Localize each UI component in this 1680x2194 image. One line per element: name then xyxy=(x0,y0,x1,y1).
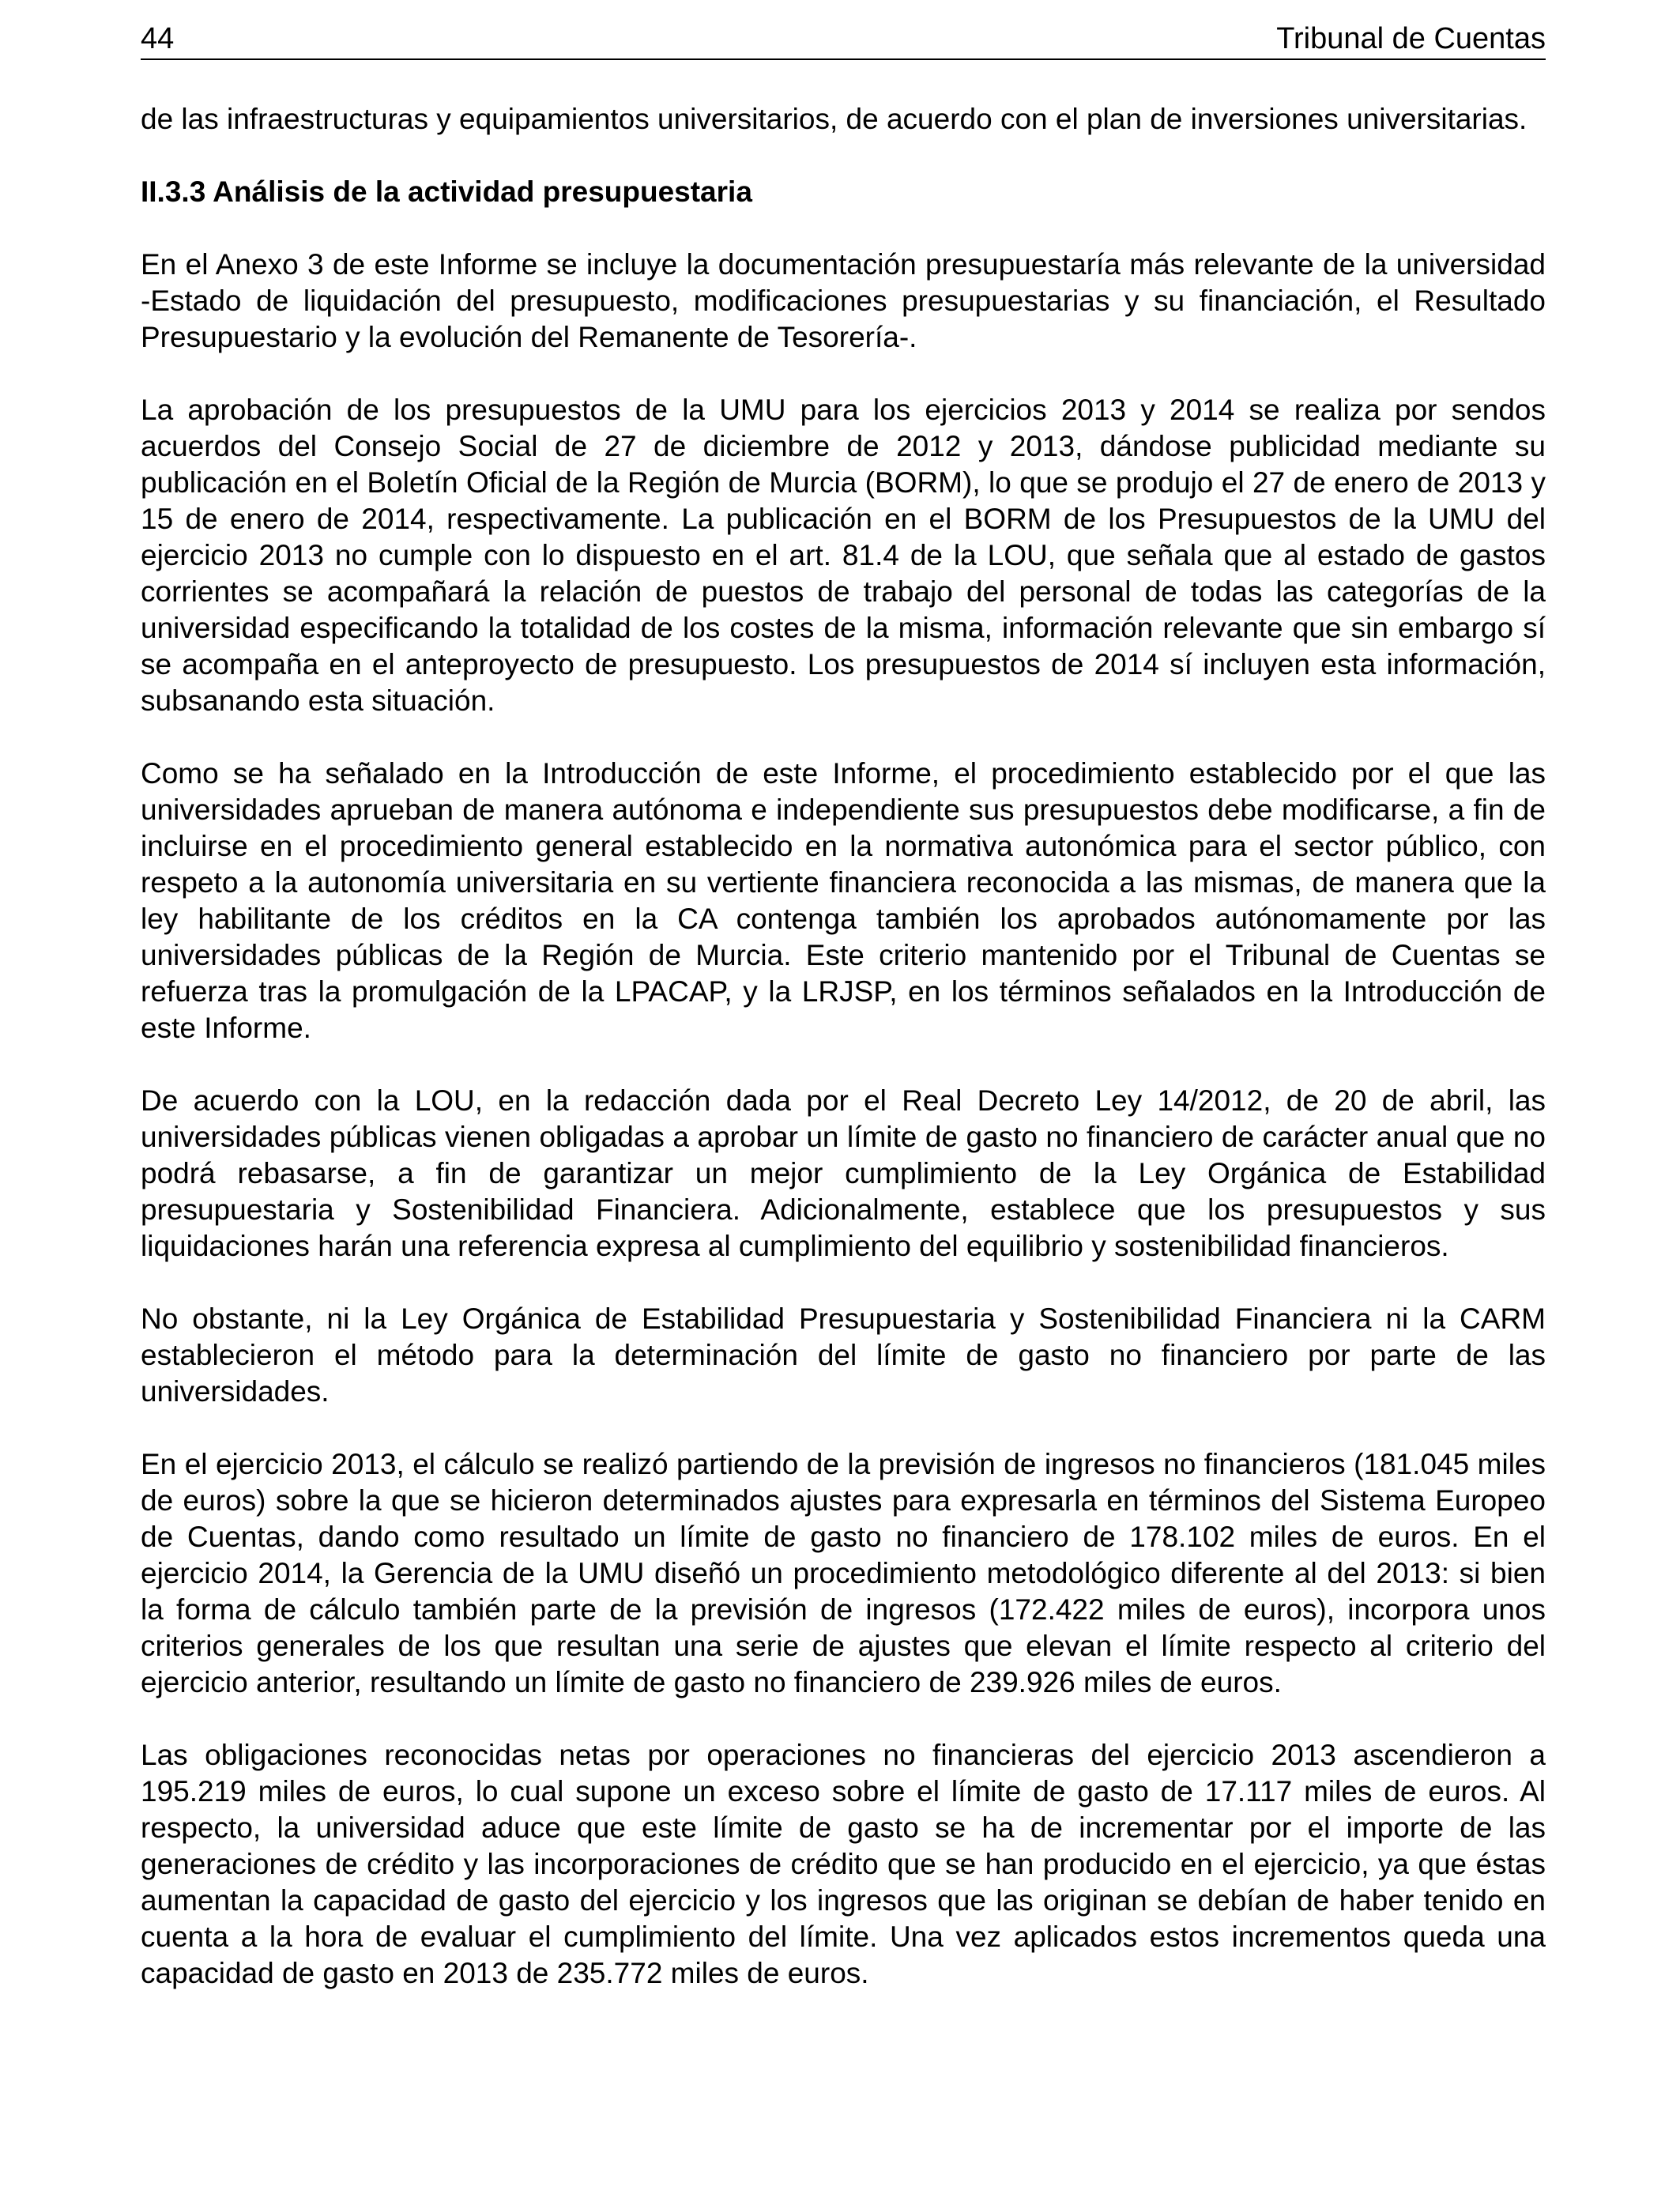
paragraph: No obstante, ni la Ley Orgánica de Estabilidad Presupuestaria y Sostenibilidad Financiera ni la CARM establecieron el método para la determinación del límite de gasto no financiero por parte de las universidades. xyxy=(141,1302,1546,1408)
header-title: Tribunal de Cuentas xyxy=(1276,22,1546,55)
section-heading: II.3.3 Análisis de la actividad presupuestaria xyxy=(141,175,752,208)
paragraph: Como se ha señalado en la Introducción de este Informe, el procedimiento establecido por el que las universidades aprueban de manera autónoma e independiente sus presupuestos debe modificarse, a fin de incluirse en el procedimiento general establecido en la normativa autonómica para el sector público, con respeto a la autonomía universitaria en su vertiente financiera reconocida a las mismas, de manera que la ley habilitante de los créditos en la CA contenga también los aprobados autónomamente por las universidades públicas de la Región de Murcia. Este criterio mantenido por el Tribunal de Cuentas se refuerza tras la promulgación de la LPACAP, y la LRJSP, en los términos señalados en la Introducción de este Informe. xyxy=(141,757,1546,1044)
paragraph: En el ejercicio 2013, el cálculo se realizó partiendo de la previsión de ingresos no financieros (181.045 miles de euros) sobre la que se hicieron determinados ajustes para expresarla en términos del Sistema Europeo de Cuentas, dando como resultado un límite de gasto no financiero de 178.102 miles de euros. En el ejercicio 2014, la Gerencia de la UMU diseñó un procedimiento metodológico diferente al del 2013: si bien la forma de cálculo también parte de la previsión de ingresos (172.422 miles de euros), incorpora unos criterios generales de los que resultan una serie de ajustes que elevan el límite respecto al criterio del ejercicio anterior, resultando un límite de gasto no financiero de 239.926 miles de euros. xyxy=(141,1448,1546,1698)
paragraph: En el Anexo 3 de este Informe se incluye la documentación presupuestaría más relevante de la universidad -Estado de liquidación del presupuesto, modificaciones presupuestarias y su financiación, el Resultado Presupuestario y la evolución del Remanente de Tesorería-. xyxy=(141,248,1546,353)
paragraph: Las obligaciones reconocidas netas por operaciones no financieras del ejercicio 2013 ascendieron a 195.219 miles de euros, lo cual supone un exceso sobre el límite de gasto de 17.117 miles de euros. Al respecto, la universidad aduce que este límite de gasto se ha de incrementar por el importe de las generaciones de crédito y las incorporaciones de crédito que se han producido en el ejercicio, ya que éstas aumentan la capacidad de gasto del ejercicio y los ingresos que las originan se debían de haber tenido en cuenta a la hora de evaluar el cumplimiento del límite. Una vez aplicados estos incrementos queda una capacidad de gasto en 2013 de 235.772 miles de euros. xyxy=(141,1739,1546,1989)
page-header xyxy=(141,19,1546,60)
document-body xyxy=(141,101,1546,1992)
paragraph: de las infraestructuras y equipamientos universitarios, de acuerdo con el plan de inversiones universitarias. xyxy=(141,103,1527,135)
page-number: 44 xyxy=(141,22,175,55)
paragraph: De acuerdo con la LOU, en la redacción dada por el Real Decreto Ley 14/2012, de 20 de abril, las universidades públicas vienen obligadas a aprobar un límite de gasto no financiero de carácter anual que no podrá rebasarse, a fin de garantizar un mejor cumplimiento de la Ley Orgánica de Estabilidad presupuestaria y Sostenibilidad Financiera. Adicionalmente, establece que los presupuestos y sus liquidaciones harán una referencia expresa al cumplimiento del equilibrio y sostenibilidad financieros. xyxy=(141,1084,1546,1262)
paragraph: La aprobación de los presupuestos de la UMU para los ejercicios 2013 y 2014 se realiza por sendos acuerdos del Consejo Social de 27 de diciembre de 2012 y 2013, dándose publicidad mediante su publicación en el Boletín Oficial de la Región de Murcia (BORM), lo que se produjo el 27 de enero de 2013 y 15 de enero de 2014, respectivamente. La publicación en el BORM de los Presupuestos de la UMU del ejercicio 2013 no cumple con lo dispuesto en el art. 81.4 de la LOU, que señala que al estado de gastos corrientes se acompañará la relación de puestos de trabajo del personal de todas las categorías de la universidad especificando la totalidad de los costes de la misma, información relevante que sin embargo sí se acompaña en el anteproyecto de presupuesto. Los presupuestos de 2014 sí incluyen esta información, subsanando esta situación. xyxy=(141,394,1546,717)
